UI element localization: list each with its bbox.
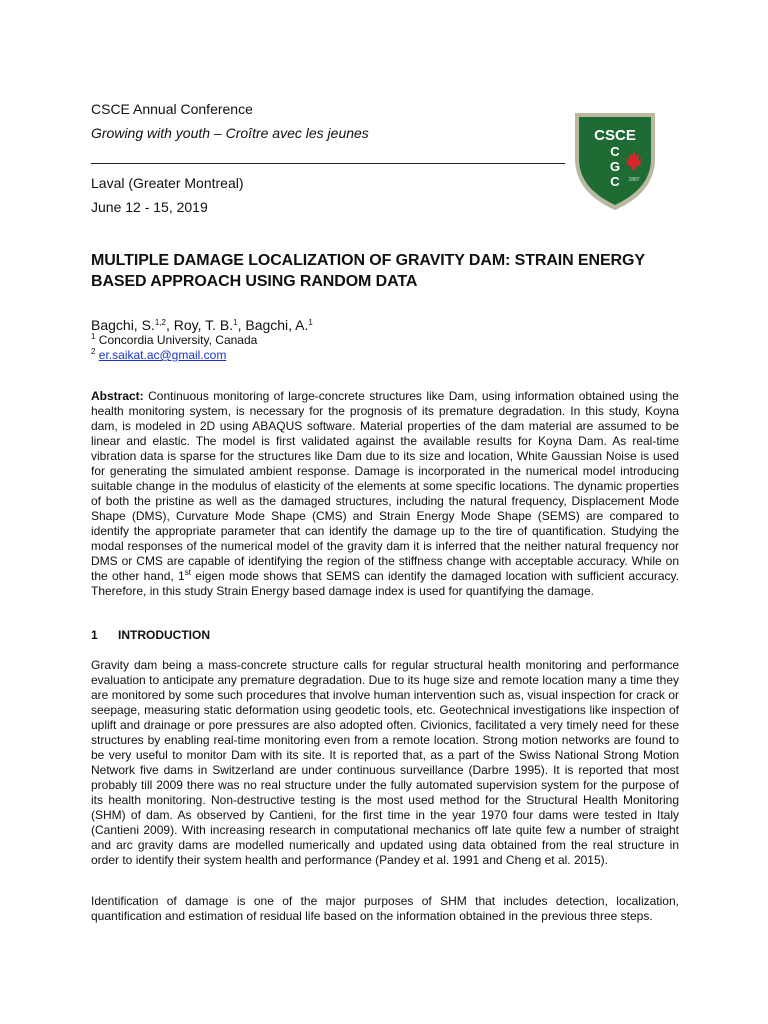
csce-logo-shield-icon: [572, 109, 658, 212]
logo-csce-text: CSCE: [594, 127, 636, 144]
author-mark: 1: [233, 318, 238, 327]
section-number: 1: [91, 628, 98, 642]
author-name: Bagchi, A.: [245, 317, 309, 333]
conference-location: Laval (Greater Montreal): [91, 175, 244, 191]
section-title: INTRODUCTION: [118, 628, 210, 642]
intro-paragraph-2: Identification of damage is one of the major purposes of SHM that includes detection, localization, quantification and estimation of residual life based on the information obtained in the previous three steps.: [91, 894, 679, 923]
intro-paragraph-1: Gravity dam being a mass-concrete structure calls for regular structural health monitoring and performance evaluation to anticipate any premature degradation. Due to its huge size and remote location many a time they are monitored by some such procedures that involve human intervention such as, visual inspection for crack or seepage, measuring static deformation using geodetic tools, etc. Geotechnical investigations like inspection of uplift and drainage or pore pressures are also adopted often. Civionics, facilitated a very timely need for these structures by enabling real-time monitoring even from a remote location. Strong motion networks are found to be very useful to monitor Dam with its site. It is reported that, as a part of the Swiss National Strong Motion Network five dams in Switzerland are under continuous surveillance (Darbre 1995). It is reported that most probably till 2009 there was no real structure under the fully automated supervision system for the purpose of its health monitoring. Non-destructive testing is the most used method for the Structural Health Monitoring (SHM) of dam. As observed by Cantieni, for the first time in the year 1970 four dams were tested in Italy (Cantieni 2009). With increasing research in computational mechanics off late quite few a number of straight and arc gravity dams are modelled numerically and updated using data obtained from the real structure in order to identify their system health and performance (Pandey et al. 1991 and Cheng et al. 2015).: [91, 658, 679, 867]
author-mark: 1,2: [154, 318, 166, 327]
affiliation-item: $^1$ Concordia University, Canada: [91, 332, 258, 347]
logo-year-text: 1887: [628, 177, 640, 183]
conference-dates: June 12 - 15, 2019: [91, 199, 208, 215]
author-list: Bagchi, S.$^{1,2}$, Roy, T. B.$^1$, Bagchi, A.$^1$: [91, 317, 313, 333]
abstract-label: Abstract:: [91, 389, 144, 403]
author-name: Roy, T. B.: [173, 317, 234, 333]
logo-g-text: G: [609, 159, 621, 174]
logo-c-text: C: [610, 144, 620, 159]
section-heading: [91, 628, 210, 642]
conference-name: CSCE Annual Conference: [91, 101, 253, 117]
author-name: Bagchi, S.: [91, 317, 155, 333]
conference-tagline: Growing with youth – Croître avec les jeunes: [91, 125, 369, 141]
author-mark: 1: [308, 318, 313, 327]
logo-c2-text: C: [610, 174, 620, 189]
email-link[interactable]: er.saikat.ac@gmail.com: [98, 348, 227, 362]
abstract: Abstract: Continuous monitoring of large-concrete structures like Dam, using information obtained using the health monitoring system, is necessary for the prognosis of its premature degradation. In this study, Koyna dam, is modeled in 2D using ABAQUS software. Material properties of the dam material are assumed to be linear and elastic. The model is first validated against the available results for Koyna Dam. As real-time vibration data is sparse for the structures like Dam due to its size and location, White Gaussian Noise is used for generating the simulated ambient response. Damage is incorporated in the numerical model introducing suitable change in the modulus of elasticity of the elements at some specific locations. The dynamic properties of both the pristine as well as the damaged structures, including the natural frequency, Displacement Mode Shape (DMS), Curvature Mode Shape (CMS) and Strain Energy Mode Shape (SEMS) are compared to identify the appropriate parameter that can identify the damage up to the tire of quantification. Studying the modal responses of the numerical model of the gravity dam it is inferred that the neither natural frequency nor DMS or CMS are capable of identifying the region of the stiffness change with acceptable accuracy. While on the other hand, 1st eigen mode shows that SEMS can identify the damaged location with sufficient accuracy. Therefore, in this study Strain Energy based damage index is used for quantifying the damage.: [91, 389, 679, 598]
affiliation-item: $^2$ er.saikat.ac@gmail.com: [91, 347, 227, 362]
header-divider: [91, 163, 565, 164]
affiliation-list: [91, 333, 257, 363]
paper-title: MULTIPLE DAMAGE LOCALIZATION OF GRAVITY DAM: STRAIN ENERGY BASED APPROACH USING RANDOM DATA: [91, 252, 645, 290]
